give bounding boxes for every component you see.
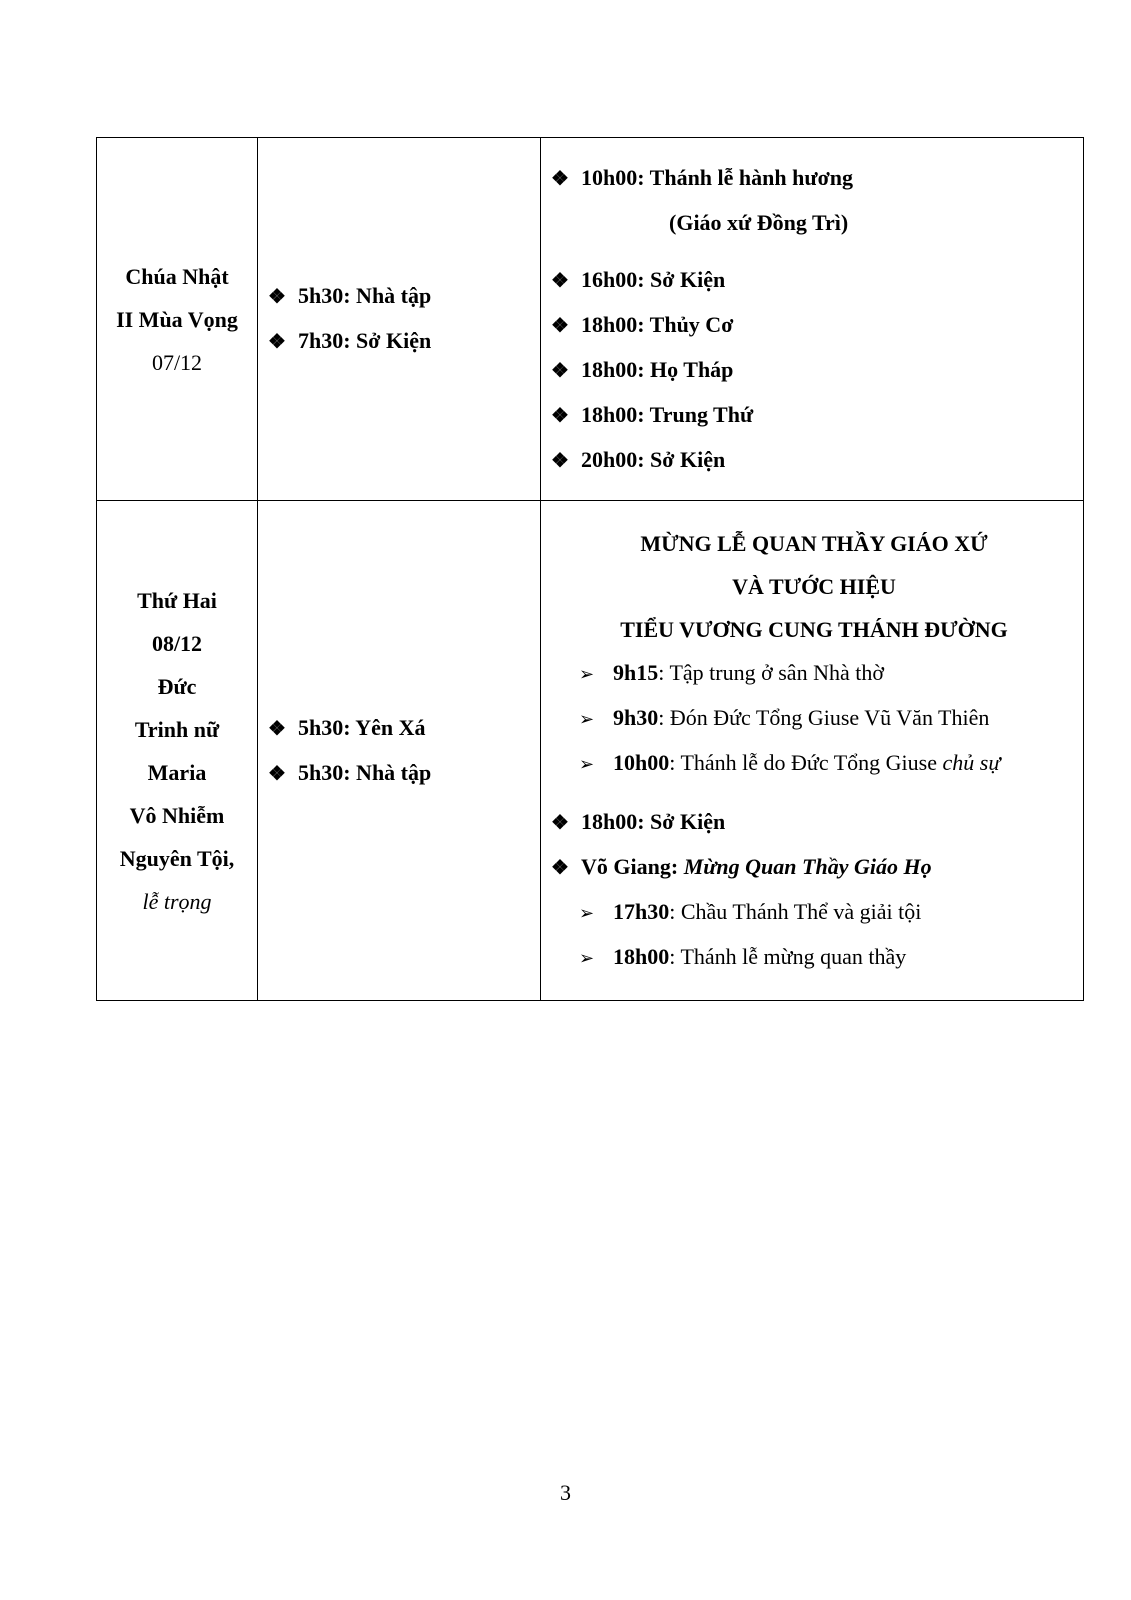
list-item: ➢ 10h00: Thánh lễ do Đức Tổng Giuse chủ sự xyxy=(579,741,1083,786)
diamond-bullet-icon: ❖ xyxy=(551,856,569,879)
diamond-bullet-icon: ❖ xyxy=(551,269,569,292)
list-item: ❖ 20h00: Sở Kiện xyxy=(551,438,1083,483)
list-item: ➢ 9h30: Đón Đức Tổng Giuse Vũ Văn Thiên xyxy=(579,696,1083,741)
arrow-bullet-icon: ➢ xyxy=(579,902,595,923)
schedule-row xyxy=(97,501,1084,1001)
feast-title: MỪNG LỄ QUAN THẦY GIÁO XỨ VÀ TƯỚC HIỆU TIỂU VƯƠNG CUNG THÁNH ĐƯỜNG xyxy=(620,530,1008,642)
diamond-bullet-icon: ❖ xyxy=(551,314,569,337)
day-cell xyxy=(97,138,258,501)
day-line: Chúa Nhật xyxy=(125,263,229,289)
sub-note: (Giáo xứ Đồng Trì) xyxy=(669,209,849,235)
day-date: 07/12 xyxy=(151,349,203,375)
diamond-bullet-icon: ❖ xyxy=(551,404,569,427)
list-item: ❖ 5h30: Nhà tập xyxy=(268,751,540,796)
arrow-bullet-icon: ➢ xyxy=(579,708,595,729)
list-item: ❖ 18h00: Sở Kiện xyxy=(551,800,1083,845)
list-item: ❖ 18h00: Thủy Cơ xyxy=(551,303,1083,348)
list-item: ❖ 18h00: Họ Tháp xyxy=(551,348,1083,393)
diamond-bullet-icon: ❖ xyxy=(551,359,569,382)
day-line: Nguyên Tội, xyxy=(119,845,235,871)
list-item: ❖ Võ Giang: Mừng Quan Thầy Giáo Họ xyxy=(551,845,1083,890)
list-item: ❖ 16h00: Sở Kiện xyxy=(551,258,1083,303)
list-item: ❖ 5h30: Yên Xá xyxy=(268,706,540,751)
events-cell xyxy=(541,138,1084,501)
day-line: Đức xyxy=(157,673,197,699)
list-item: ❖ 7h30: Sở Kiện xyxy=(268,319,540,364)
diamond-bullet-icon: ❖ xyxy=(551,167,569,190)
schedule-table xyxy=(96,137,1084,1001)
arrow-bullet-icon: ➢ xyxy=(579,947,595,968)
program-list xyxy=(551,890,1083,980)
events-cell xyxy=(541,501,1084,1001)
list-item: ➢ 9h15: Tập trung ở sân Nhà thờ xyxy=(579,651,1083,696)
list-item: ➢ 17h30: Chầu Thánh Thể và giải tội xyxy=(579,890,1083,935)
morning-cell xyxy=(258,138,541,501)
day-line: II Mùa Vọng xyxy=(116,306,238,332)
page-number: 3 xyxy=(560,1480,571,1505)
morning-cell xyxy=(258,501,541,1001)
diamond-bullet-icon: ❖ xyxy=(268,286,286,308)
list-item: ❖ 10h00: Thánh lễ hành hương (Giáo xứ Đồng Trì) xyxy=(551,156,1083,244)
day-line: Trinh nữ xyxy=(134,716,220,742)
day-line: Maria xyxy=(147,759,207,785)
day-line: 08/12 xyxy=(151,630,203,656)
day-rank: lễ trọng xyxy=(142,888,212,914)
day-cell xyxy=(97,501,258,1001)
diamond-bullet-icon: ❖ xyxy=(268,717,286,740)
diamond-bullet-icon: ❖ xyxy=(551,449,569,472)
day-line: Vô Nhiễm xyxy=(129,802,225,828)
diamond-bullet-icon: ❖ xyxy=(551,811,569,834)
list-item: ❖ 18h00: Trung Thứ xyxy=(551,393,1083,438)
schedule-row xyxy=(97,138,1084,501)
arrow-bullet-icon: ➢ xyxy=(579,753,595,774)
day-line: Thứ Hai xyxy=(137,587,217,613)
program-list xyxy=(551,651,1083,786)
diamond-bullet-icon: ❖ xyxy=(268,762,286,785)
arrow-bullet-icon: ➢ xyxy=(579,663,595,684)
list-item: ➢ 18h00: Thánh lễ mừng quan thầy xyxy=(579,935,1083,980)
diamond-bullet-icon: ❖ xyxy=(268,331,286,353)
list-item: ❖ 5h30: Nhà tập xyxy=(268,274,540,319)
